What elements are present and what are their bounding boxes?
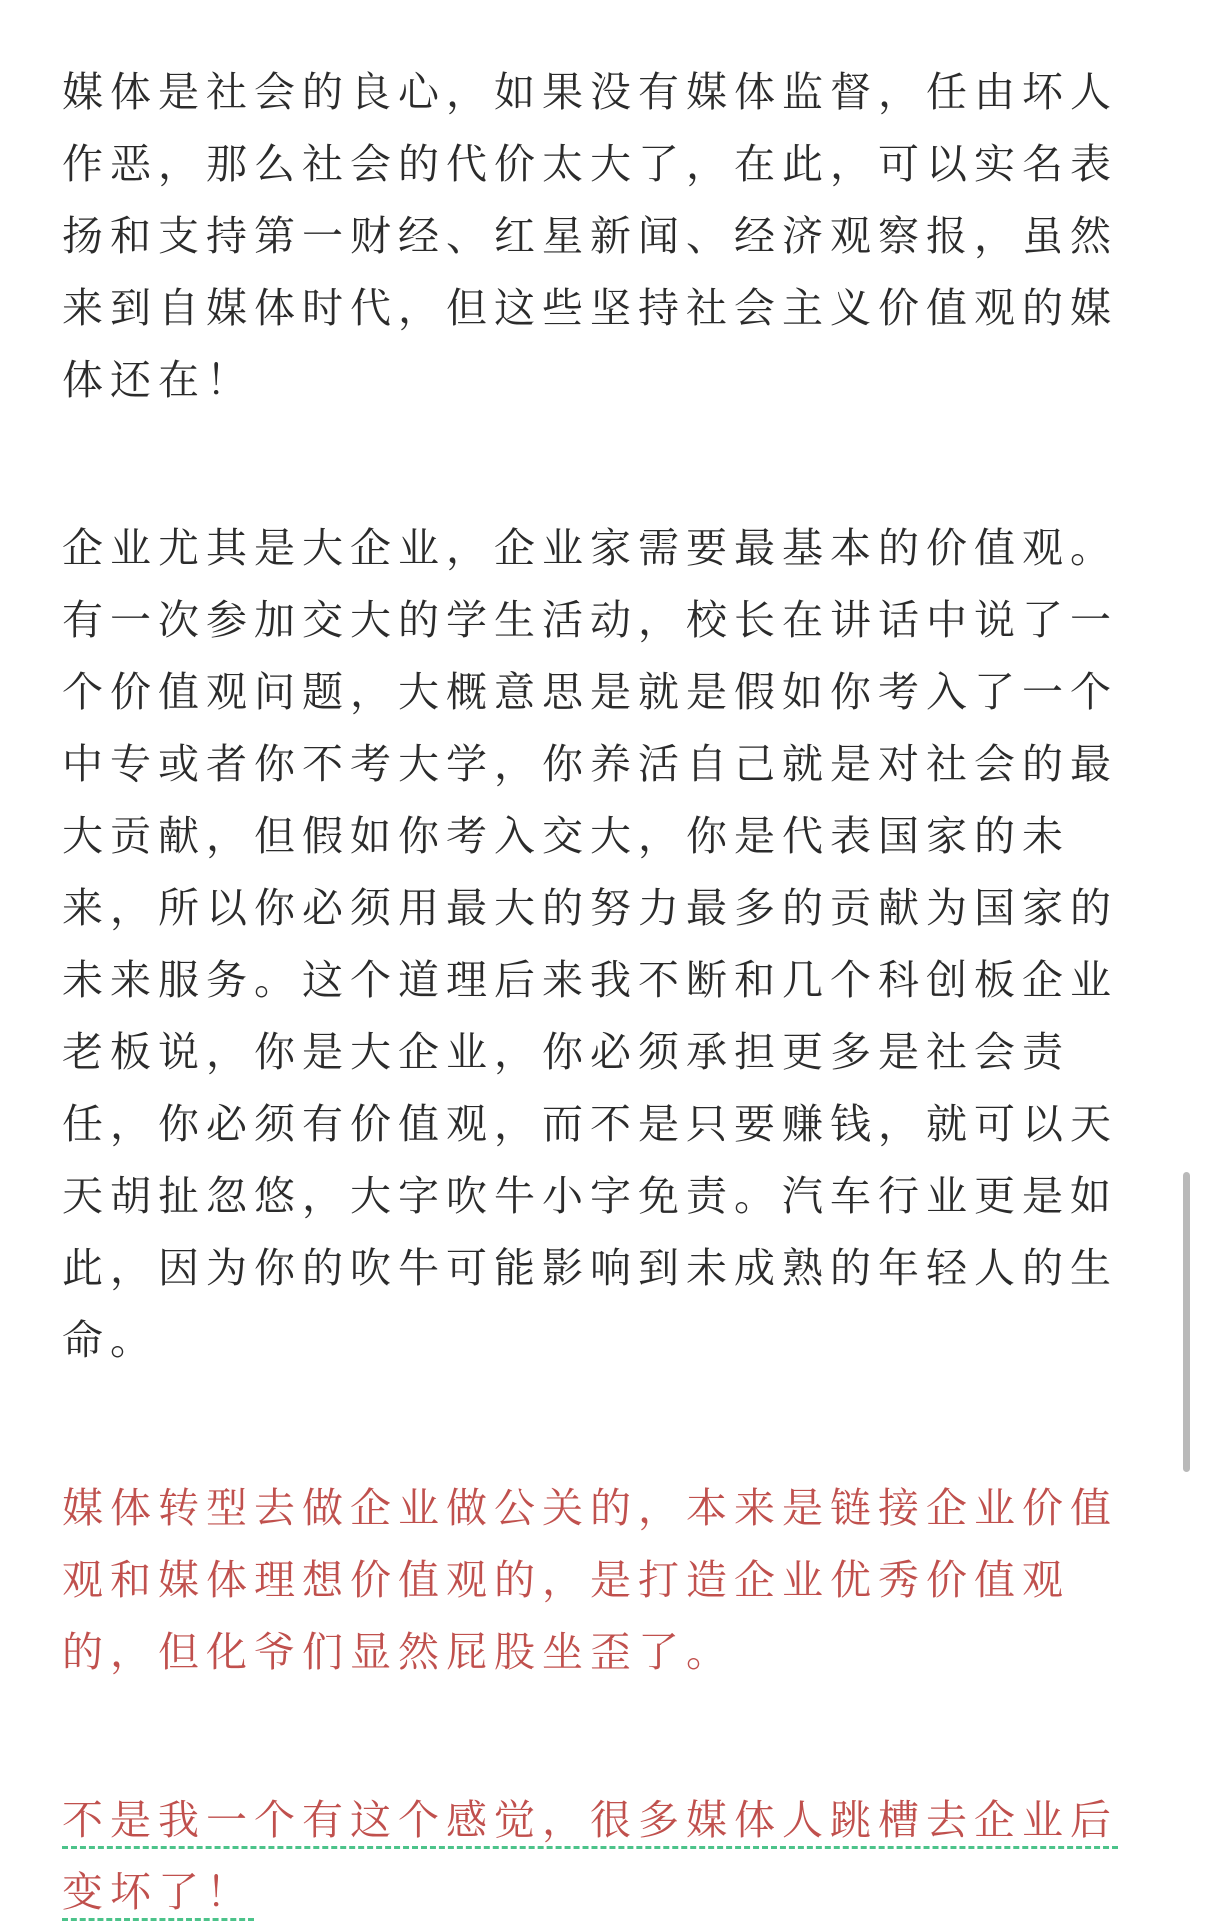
article-body bbox=[62, 56, 1144, 1928]
paragraph-enterprise-values: 企业尤其是大企业，企业家需要最基本的价值观。有一次参加交大的学生活动，校长在讲话中说了一个价值观问题，大概意思是就是假如你考入了一个中专或者你不考大学，你养活自己就是对社会的最大贡献，但假如你考入交大，你是代表国家的未来，所以你必须用最大的努力最多的贡献为国家的未来服务。这个道理后来我不断和几个科创板企业老板说，你是大企业，你必须承担更多是社会责任，你必须有价值观，而不是只要赚钱，就可以天天胡扯忽悠，大字吹牛小字免责。汽车行业更是如此，因为你的吹牛可能影响到未成熟的年轻人的生命。 bbox=[62, 524, 1118, 1364]
paragraph-media-conscience: 媒体是社会的良心，如果没有媒体监督，任由坏人作恶，那么社会的代价太大了，在此，可以实名表扬和支持第一财经、红星新闻、经济观察报，虽然来到自媒体时代，但这些坚持社会主义价值观的媒体还在！ bbox=[62, 68, 1118, 404]
vertical-scrollbar-thumb[interactable] bbox=[1183, 1172, 1190, 1472]
paragraph-closing-underlined: 不是我一个有这个感觉，很多媒体人跳槽去企业后变坏了！ bbox=[62, 1796, 1118, 1916]
paragraph-media-pr-highlight: 媒体转型去做企业做公关的，本来是链接企业价值观和媒体理想价值观的，是打造企业优秀价值观的，但化爷们显然屁股坐歪了。 bbox=[62, 1484, 1118, 1676]
